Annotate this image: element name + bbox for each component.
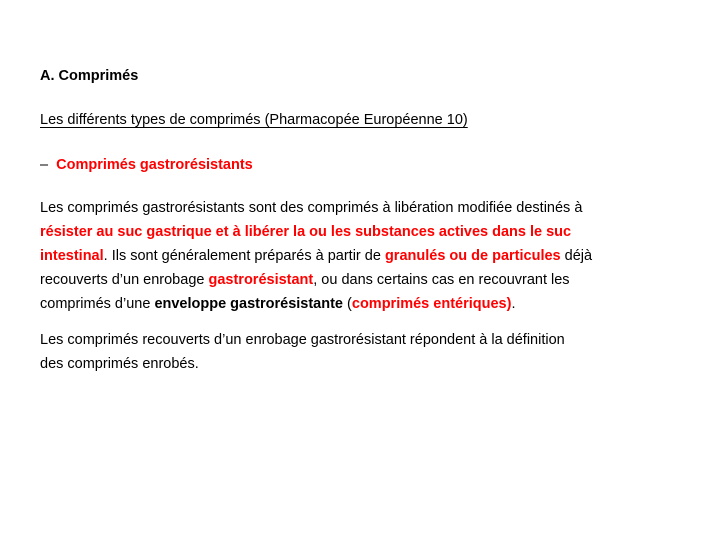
red-emphasis-text: comprimés entériques) bbox=[351, 296, 512, 312]
text-line bbox=[40, 352, 682, 376]
text-line bbox=[40, 268, 682, 292]
body-text: des comprimés enrobés. bbox=[40, 356, 199, 372]
body-text: , ou dans certains cas en recouvrant les bbox=[313, 272, 570, 288]
text-line bbox=[40, 292, 682, 316]
text-line bbox=[40, 244, 682, 268]
body-text: déjà bbox=[560, 248, 593, 264]
text-line bbox=[40, 220, 682, 244]
text-block-title bbox=[40, 64, 682, 88]
text-line bbox=[40, 64, 682, 88]
text-block-para1 bbox=[40, 196, 682, 316]
body-text: recouverts d’un enrobage bbox=[40, 272, 209, 288]
red-emphasis-text: granulés ou de particules bbox=[384, 248, 561, 264]
text-line bbox=[40, 153, 682, 177]
text-line bbox=[40, 108, 682, 132]
body-text: – bbox=[40, 157, 57, 173]
text-line bbox=[40, 196, 682, 220]
document-content bbox=[40, 64, 682, 376]
body-text: Les comprimés recouverts d’un enrobage gastrorésistant répondent à la définition bbox=[40, 332, 565, 348]
text-line bbox=[40, 328, 682, 352]
body-text: comprimés d’une bbox=[40, 296, 155, 312]
red-emphasis-text: résister au suc gastrique et à libérer la ou les substances actives dans le suc bbox=[40, 224, 572, 240]
body-text: Les comprimés gastrorésistants sont des comprimés à libération modifiée destinés à bbox=[40, 200, 583, 216]
red-emphasis-text: gastrorésistant bbox=[208, 272, 314, 288]
body-text: ( bbox=[343, 296, 352, 312]
bold-text: A. Comprimés bbox=[40, 68, 139, 84]
body-text: . Ils sont généralement préparés à partir de bbox=[103, 248, 385, 264]
text-block-para2 bbox=[40, 328, 682, 376]
underlined-heading-text: Les différents types de comprimés (Pharmacopée Européenne 10) bbox=[40, 112, 468, 128]
red-emphasis-text: Comprimés gastrorésistants bbox=[56, 157, 253, 173]
red-emphasis-text: intestinal bbox=[40, 248, 104, 264]
text-block-subtitle bbox=[40, 108, 682, 132]
bold-text: enveloppe gastrorésistante bbox=[154, 296, 344, 312]
text-block-bullet bbox=[40, 153, 682, 177]
body-text: . bbox=[511, 296, 516, 312]
